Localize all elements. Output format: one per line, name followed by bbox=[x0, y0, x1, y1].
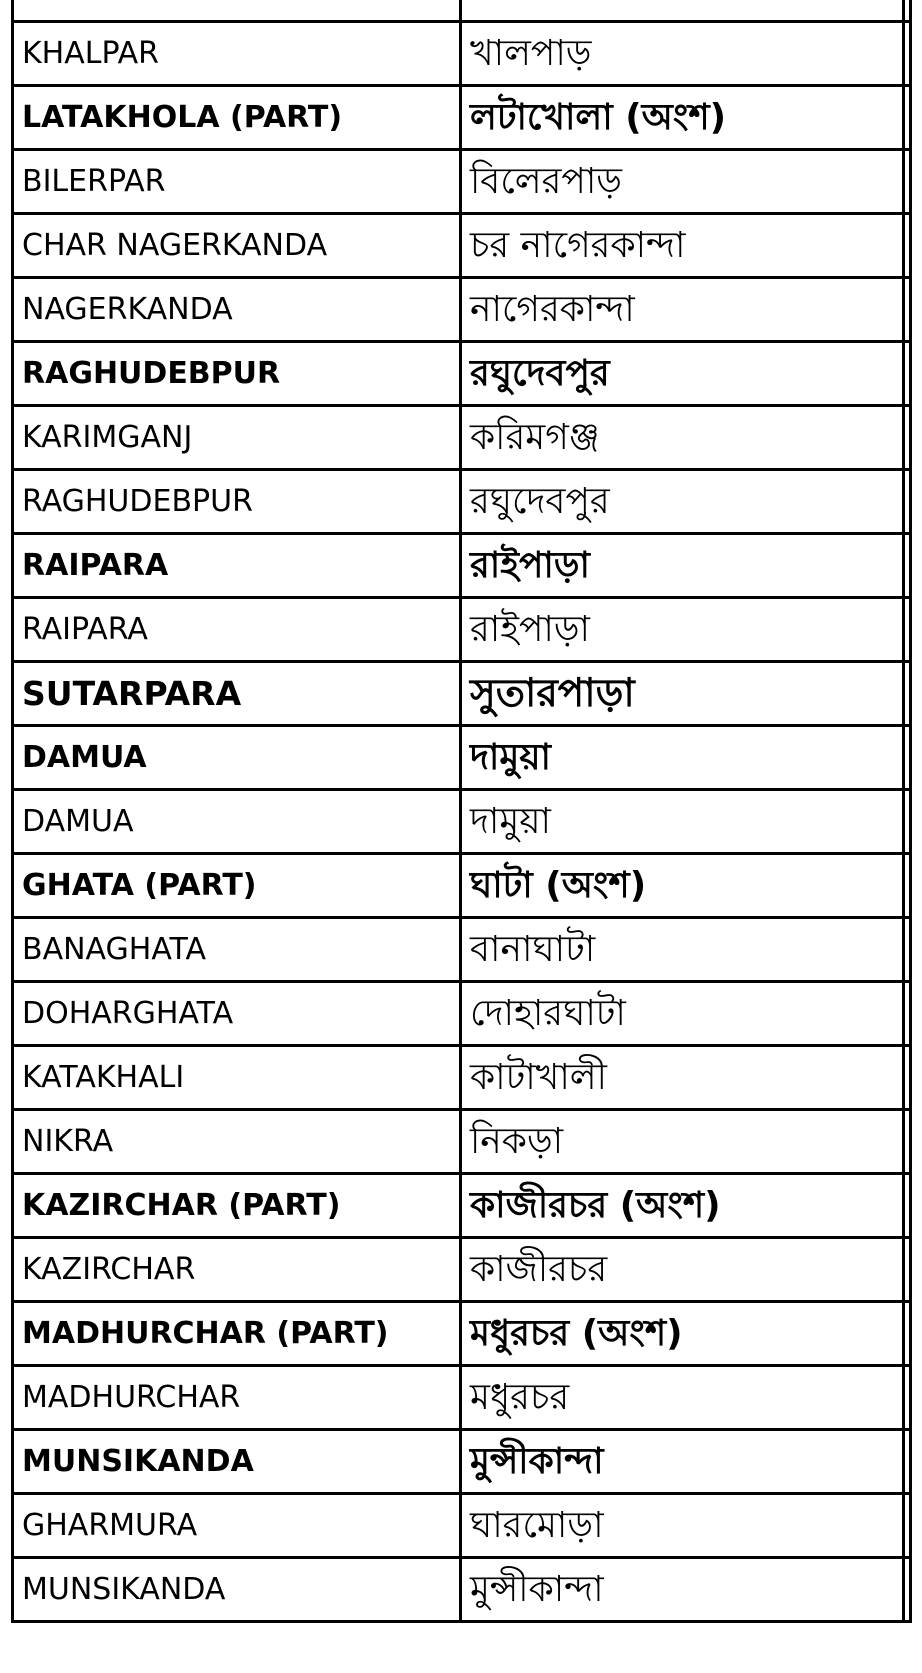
table-row bbox=[13, 662, 911, 726]
english-name-cell: MUNSIKANDA bbox=[13, 1558, 461, 1622]
edge-cell bbox=[904, 22, 911, 86]
bengali-name-cell: নাগেরকান্দা bbox=[461, 278, 904, 342]
table-row bbox=[13, 1110, 911, 1174]
table-row bbox=[13, 278, 911, 342]
edge-cell bbox=[904, 1558, 911, 1622]
table-row bbox=[13, 726, 911, 790]
english-name-cell: MADHURCHAR (PART) bbox=[13, 1302, 461, 1366]
english-name-cell: KAZIRCHAR bbox=[13, 1238, 461, 1302]
table-row bbox=[13, 86, 911, 150]
table-row bbox=[13, 0, 911, 22]
table-row bbox=[13, 1046, 911, 1110]
bengali-name-cell: মুন্সীকান্দা bbox=[461, 1558, 904, 1622]
english-name-cell: SUTARPARA bbox=[13, 662, 461, 726]
bengali-name-cell: রঘুদেবপুর bbox=[461, 470, 904, 534]
place-name-table bbox=[11, 0, 912, 1623]
english-name-cell: RAIPARA bbox=[13, 598, 461, 662]
bengali-name-cell: বিলেরপাড় bbox=[461, 150, 904, 214]
table-row bbox=[13, 918, 911, 982]
edge-cell bbox=[904, 86, 911, 150]
edge-cell bbox=[904, 918, 911, 982]
english-name-cell: RAGHUDEBPUR bbox=[13, 470, 461, 534]
edge-cell bbox=[904, 470, 911, 534]
table-row bbox=[13, 342, 911, 406]
english-name-cell: NIKRA bbox=[13, 1110, 461, 1174]
english-name-cell: NAGERKANDA bbox=[13, 278, 461, 342]
table-row bbox=[13, 1366, 911, 1430]
bengali-name-cell: খালপাড় bbox=[461, 22, 904, 86]
edge-cell bbox=[904, 1366, 911, 1430]
english-name-cell: RAIPARA bbox=[13, 534, 461, 598]
table-row bbox=[13, 1302, 911, 1366]
table-row bbox=[13, 790, 911, 854]
table-row bbox=[13, 150, 911, 214]
english-name-cell: GHARMURA bbox=[13, 1494, 461, 1558]
english-name-cell: KATAKHALI bbox=[13, 1046, 461, 1110]
table-row bbox=[13, 982, 911, 1046]
english-name-cell: DAMUA bbox=[13, 790, 461, 854]
table-row bbox=[13, 1238, 911, 1302]
english-name-cell bbox=[13, 0, 461, 22]
bengali-name-cell: কাটাখালী bbox=[461, 1046, 904, 1110]
table-row bbox=[13, 470, 911, 534]
bengali-name-cell: করিমগঞ্জ bbox=[461, 406, 904, 470]
edge-cell bbox=[904, 1238, 911, 1302]
english-name-cell: KHALPAR bbox=[13, 22, 461, 86]
edge-cell bbox=[904, 534, 911, 598]
english-name-cell: CHAR NAGERKANDA bbox=[13, 214, 461, 278]
table-row bbox=[13, 22, 911, 86]
bengali-name-cell: মধুরচর (অংশ) bbox=[461, 1302, 904, 1366]
edge-cell bbox=[904, 1110, 911, 1174]
english-name-cell: BILERPAR bbox=[13, 150, 461, 214]
bengali-name-cell: দামুয়া bbox=[461, 726, 904, 790]
table-row bbox=[13, 1430, 911, 1494]
bengali-name-cell: রাইপাড়া bbox=[461, 598, 904, 662]
table-row bbox=[13, 1558, 911, 1622]
edge-cell bbox=[904, 662, 911, 726]
bengali-name-cell: চর নাগেরকান্দা bbox=[461, 214, 904, 278]
edge-cell bbox=[904, 598, 911, 662]
edge-cell bbox=[904, 726, 911, 790]
edge-cell bbox=[904, 278, 911, 342]
edge-cell bbox=[904, 214, 911, 278]
english-name-cell: GHATA (PART) bbox=[13, 854, 461, 918]
edge-cell bbox=[904, 0, 911, 22]
table-row bbox=[13, 854, 911, 918]
bengali-name-cell: কাজীরচর bbox=[461, 1238, 904, 1302]
english-name-cell: LATAKHOLA (PART) bbox=[13, 86, 461, 150]
table-row bbox=[13, 214, 911, 278]
english-name-cell: RAGHUDEBPUR bbox=[13, 342, 461, 406]
edge-cell bbox=[904, 790, 911, 854]
bengali-name-cell: মধুরচর bbox=[461, 1366, 904, 1430]
bengali-name-cell: কাজীরচর (অংশ) bbox=[461, 1174, 904, 1238]
table-row bbox=[13, 406, 911, 470]
bengali-name-cell: লটাখোলা (অংশ) bbox=[461, 86, 904, 150]
table-row bbox=[13, 598, 911, 662]
edge-cell bbox=[904, 1046, 911, 1110]
edge-cell bbox=[904, 854, 911, 918]
english-name-cell: MUNSIKANDA bbox=[13, 1430, 461, 1494]
bengali-name-cell: সুতারপাড়া bbox=[461, 662, 904, 726]
bengali-name-cell: বানাঘাটা bbox=[461, 918, 904, 982]
bengali-name-cell: নিকড়া bbox=[461, 1110, 904, 1174]
edge-cell bbox=[904, 1430, 911, 1494]
bengali-name-cell: দোহারঘাটা bbox=[461, 982, 904, 1046]
edge-cell bbox=[904, 342, 911, 406]
table-row bbox=[13, 1174, 911, 1238]
english-name-cell: KARIMGANJ bbox=[13, 406, 461, 470]
bengali-name-cell: ঘারমোড়া bbox=[461, 1494, 904, 1558]
bengali-name-cell: ঘাটা (অংশ) bbox=[461, 854, 904, 918]
english-name-cell: KAZIRCHAR (PART) bbox=[13, 1174, 461, 1238]
bengali-name-cell: দামুয়া bbox=[461, 790, 904, 854]
edge-cell bbox=[904, 1494, 911, 1558]
bengali-name-cell bbox=[461, 0, 904, 22]
table-row bbox=[13, 1494, 911, 1558]
bengali-name-cell: রঘুদেবপুর bbox=[461, 342, 904, 406]
table-body bbox=[13, 0, 911, 1622]
edge-cell bbox=[904, 406, 911, 470]
english-name-cell: DAMUA bbox=[13, 726, 461, 790]
bengali-name-cell: রাইপাড়া bbox=[461, 534, 904, 598]
english-name-cell: BANAGHATA bbox=[13, 918, 461, 982]
bengali-name-cell: মুন্সীকান্দা bbox=[461, 1430, 904, 1494]
edge-cell bbox=[904, 1174, 911, 1238]
edge-cell bbox=[904, 982, 911, 1046]
table-row bbox=[13, 534, 911, 598]
edge-cell bbox=[904, 150, 911, 214]
english-name-cell: DOHARGHATA bbox=[13, 982, 461, 1046]
english-name-cell: MADHURCHAR bbox=[13, 1366, 461, 1430]
edge-cell bbox=[904, 1302, 911, 1366]
